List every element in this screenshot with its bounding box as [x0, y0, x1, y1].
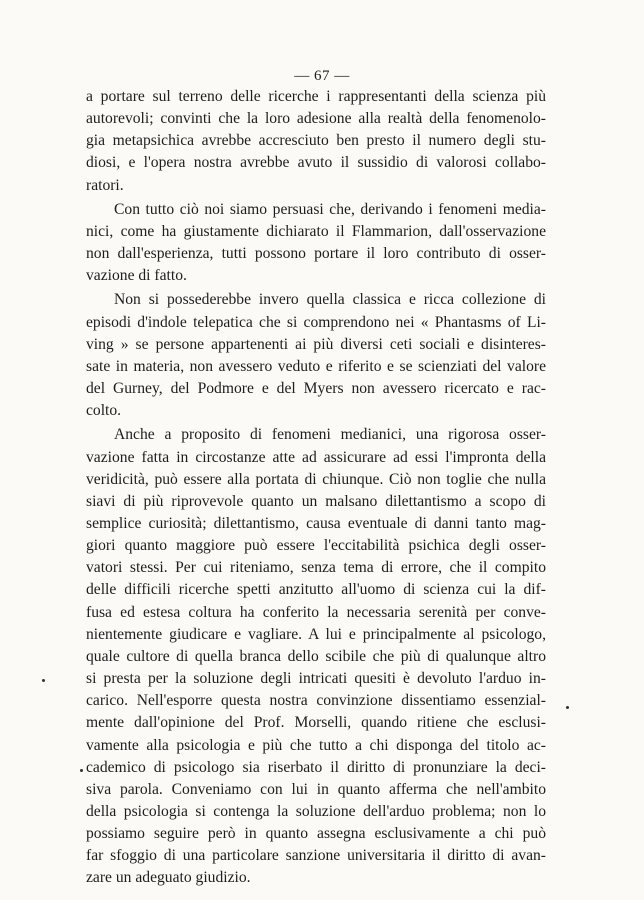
text-line: giori quanto maggiore può essere l'eccitabilità psichica degli osser-: [86, 537, 546, 555]
text-line: siva parola. Conveniamo con lui in quanto afferma che nell'ambito: [86, 780, 546, 798]
text-line: vatori stessi. Per cui riteniamo, senza tema di errore, che il compito: [86, 559, 546, 577]
text-line: zare un adeguato giudizio.: [86, 869, 251, 887]
text-line: a portare sul terreno delle ricerche i rappresentanti della scienza più: [86, 88, 546, 105]
text-line: semplice curiosità; dilettantismo, causa eventuale di danni tanto mag-: [86, 514, 546, 532]
text-line: gia metapsichica avrebbe accresciuto ben presto il numero degli stu-: [86, 132, 546, 150]
text-line: diosi, e l'opera nostra avrebbe avuto il sussidio di valorosi collabo-: [86, 154, 546, 172]
text-line: ratori.: [86, 176, 124, 194]
text-line: Non si possederebbe invero quella classica e ricca collezione di: [114, 291, 546, 309]
text-line: sate in materia, non avessero veduto e riferito e se scienziati del valore: [86, 357, 546, 375]
paragraph-4: [86, 424, 546, 889]
text-line: episodi d'indole telepatica che si comprendono nei « Phantasms of Li-: [86, 313, 546, 331]
text-line: si presta per la soluzione degli intricati quesiti è devoluto l'arduo in-: [86, 670, 546, 688]
margin-speck: [566, 706, 569, 709]
text-line: delle difficili ricerche spetti anzitutto all'uomo di scienza cui la dif-: [86, 581, 546, 599]
text-line: nientemente giudicare e vagliare. A lui e principalmente al psicologo,: [86, 625, 546, 643]
text-line: colto.: [86, 402, 122, 420]
text-line: siavi di più riprovevole quanto un malsano dilettantismo a scopo di: [86, 492, 546, 510]
text-line: non dall'esperienza, tutti possono portare il loro contributo di osser-: [86, 245, 546, 263]
text-line: quale cultore di quella branca dello scibile che più di qualunque altro: [86, 647, 546, 665]
margin-speck: [80, 769, 83, 772]
paragraph-1: [86, 86, 546, 197]
body-text: [86, 86, 546, 892]
text-line: far sfoggio di una particolare sanzione universitaria il diritto di avan-: [86, 847, 546, 865]
text-line: Anche a proposito di fenomeni medianici, una rigorosa osser-: [114, 426, 546, 444]
text-line: nici, come ha giustamente dichiarato il Flammarion, dall'osservazione: [86, 222, 546, 240]
text-line: mente dall'opinione del Prof. Morselli, quando ritiene che esclusi-: [86, 714, 546, 732]
page-number: — 67 —: [294, 68, 350, 84]
text-line: vazione di fatto.: [86, 267, 187, 285]
text-line: vazione fatta in circostanze atte ad assicurare ad essi l'impronta della: [86, 448, 546, 466]
text-line: veridicità, può essere alla portata di chiunque. Ciò non toglie che nulla: [86, 470, 546, 488]
text-line: cademico di psicologo sia riserbato il diritto di pronunziare la deci-: [86, 758, 546, 776]
text-line: Con tutto ciò noi siamo persuasi che, derivando i fenomeni media-: [114, 200, 546, 218]
text-line: fusa ed estesa coltura ha conferito la necessaria serenità per conve-: [86, 603, 546, 621]
text-line: ving » se persone appartenenti ai più diversi ceti sociali e disinteres-: [86, 335, 546, 353]
text-line: carico. Nell'esporre questa nostra convinzione dissentiamo essenzial-: [86, 692, 546, 710]
text-line: autorevoli; convinti che la loro adesione alla realtà della fenomenolo-: [86, 110, 546, 128]
text-line: possiamo seguire però in quanto assegna esclusivamente a chi può: [86, 825, 546, 843]
text-line: del Gurney, del Podmore e del Myers non avessero ricercato e rac-: [86, 380, 546, 398]
text-line: vamente alla psicologia e più che tutto a chi disponga del titolo ac-: [86, 736, 546, 754]
margin-speck: [42, 679, 45, 682]
text-line: della psicologia si contenga la soluzione dell'arduo problema; non lo: [86, 803, 546, 820]
paragraph-2: [86, 199, 546, 288]
paragraph-3: [86, 289, 546, 422]
